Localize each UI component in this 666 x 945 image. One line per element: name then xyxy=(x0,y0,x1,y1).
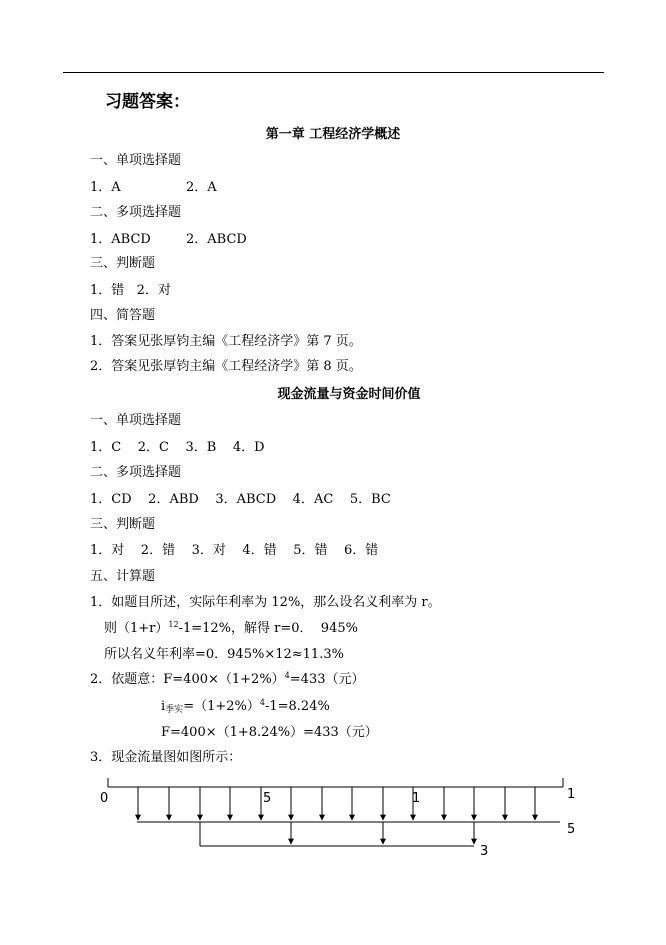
label-0: 0 xyxy=(100,791,109,806)
ch1-multi-answer-2: 2．ABCD xyxy=(186,232,247,247)
ch1-section-multi-choice: 二、多项选择题 xyxy=(90,205,182,220)
ch2-true-false-answers: 1．对 2．错 3．对 4．错 5．错 6．错 xyxy=(90,543,379,558)
ch2-section-single-choice: 一、单项选择题 xyxy=(90,413,182,428)
cash-flow-diagram xyxy=(0,770,666,870)
lower-arrows xyxy=(291,822,474,844)
calc2-line-1: 2．依题意：$F=400\times(1+2\%)^4=433$（元） xyxy=(90,671,365,687)
ch2-section-true-false: 三、判断题 xyxy=(90,517,156,532)
ch1-short-answer-1: 1．答案见张厚钧主编《工程经济学》第 7 页。 xyxy=(90,334,362,349)
ch2-multi-answers: 1．CD 2．ABD 3．ABCD 4．AC 5．BC xyxy=(90,492,391,507)
ch2-section-multi-choice: 二、多项选择题 xyxy=(90,465,182,480)
label-1a: 1 xyxy=(412,791,421,806)
ch1-single-answer-2: 2．A xyxy=(186,180,217,195)
header-rule xyxy=(63,72,604,73)
calc1-result: 所以名义年利率=0．945%×12≈11.3% xyxy=(104,647,344,662)
down-arrows xyxy=(138,787,535,820)
label-5b: 5 xyxy=(567,822,576,837)
ch1-multi-answer-1: 1．ABCD xyxy=(90,232,151,247)
label-1b: 1 xyxy=(567,787,576,802)
calc3-statement: 3．现金流量图如图所示： xyxy=(90,750,242,765)
calc2-line-2: $i_{季实}=(1+2\%)^4-1=8.24\%$ xyxy=(161,698,330,715)
ch2-single-answers: 1．C 2．C 3．B 4．D xyxy=(90,440,265,455)
ch1-true-false-answers: 1．错 2．对 xyxy=(90,283,171,298)
ch2-section-calculation: 五、计算题 xyxy=(90,569,156,584)
ch1-short-answer-2: 2．答案见张厚钧主编《工程经济学》第 8 页。 xyxy=(90,359,362,374)
label-5: 5 xyxy=(263,791,272,806)
chapter-1-title: 第一章 工程经济学概述 xyxy=(265,127,401,142)
calc1-equation: 则$(1+r)^{12}-1=12\%$，解得 r=0． 945% xyxy=(104,620,358,636)
calc2-line-3: F=400×（1+8.24%）=433（元） xyxy=(161,725,378,740)
label-3: 3 xyxy=(480,844,489,859)
chapter-2-title: 现金流量与资金时间价值 xyxy=(277,387,421,402)
page-heading: 习题答案： xyxy=(105,92,190,112)
ch1-section-single-choice: 一、单项选择题 xyxy=(90,153,182,168)
calc1-statement: 1．如题目所述，实际年利率为 12%，那么设名义利率为 r。 xyxy=(90,595,441,610)
ch1-single-answer-1: 1．A xyxy=(90,180,121,195)
ch1-section-short-answer: 四、简答题 xyxy=(90,308,156,323)
ch1-section-true-false: 三、判断题 xyxy=(90,256,156,271)
